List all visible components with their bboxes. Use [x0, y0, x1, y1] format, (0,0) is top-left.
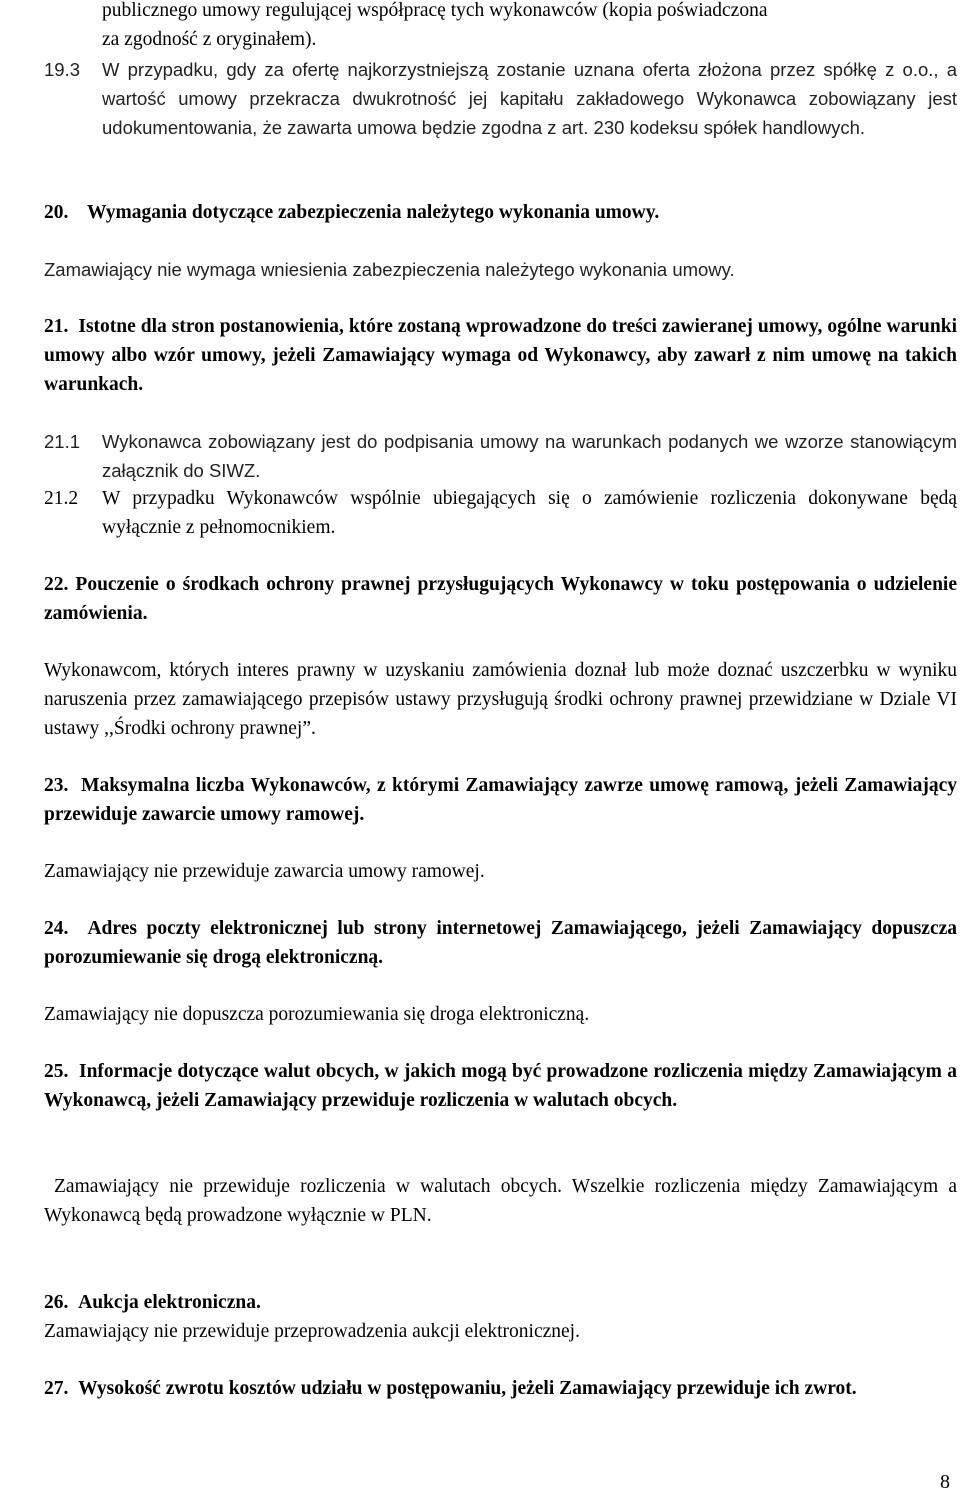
continuation-line [102, 0, 957, 54]
page-number: 8 [940, 1471, 950, 1493]
section-heading [44, 1288, 957, 1317]
section-heading-text: Istotne dla stron postanowienia, które zostaną wprowadzone do treści zawieranej umowy, ogólne warunki umowy albo wzór umowy, jeżeli Zamawiający wymaga od Wykonawcy, aby zawarł z nim umowę na takich warunkach. [44, 316, 957, 395]
section-heading [44, 312, 957, 399]
section-body: Zamawiający nie wymaga wniesienia zabezpieczenia należytego wykonania umowy. [44, 259, 735, 280]
text-line: za zgodność z oryginałem). [102, 29, 317, 50]
text-line: publicznego umowy regulującej współpracę tych wykonawców (kopia poświadczona [102, 0, 768, 21]
section-number: 24. [44, 918, 69, 939]
section-number: 27. [44, 1378, 69, 1399]
paragraph-number: 19.3 [44, 59, 81, 80]
subsection-text: Wykonawca zobowiązany jest do podpisania umowy na warunkach podanych we wzorze stanowiącym załącznik do SIWZ. [102, 431, 957, 481]
section-heading [44, 1374, 957, 1403]
section-heading [44, 914, 957, 972]
section-body: Zamawiający nie dopuszcza porozumiewania się droga elektroniczną. [44, 1004, 590, 1025]
section-heading-text: Wysokość zwrotu kosztów udziału w postępowaniu, jeżeli Zamawiający przewiduje ich zwrot. [78, 1378, 857, 1399]
section-number: 26. [44, 1292, 69, 1313]
subsection-number: 21.1 [44, 431, 81, 452]
section-heading-text: Adres poczty elektronicznej lub strony internetowej Zamawiającego, jeżeli Zamawiający dopuszcza porozumiewanie się drogą elektroniczną. [44, 918, 957, 968]
section-body: Zamawiający nie przewiduje przeprowadzenia aukcji elektronicznej. [44, 1321, 580, 1342]
section-number: 20. [44, 202, 69, 223]
section-heading: Wymagania dotyczące zabezpieczenia należytego wykonania umowy. [87, 202, 660, 223]
section-number: 22. [44, 574, 69, 595]
subsection-text: W przypadku Wykonawców wspólnie ubiegających się o zamówienie rozliczenia dokonywane będą wyłącznie z pełnomocnikiem. [102, 488, 957, 538]
section-heading [44, 570, 957, 628]
section-number: 21. [44, 316, 69, 337]
paragraph-19-3: W przypadku, gdy za ofertę najkorzystniejszą zostanie uznana oferta złożona przez spółkę z o.o., a wartość umowy przekracza dwukrotność jej kapitału zakładowego Wykonawca zobowiązany jest udokumentowania, że zawarta umowa będzie zgodna z art. 230 kodeksu spółek handlowych. [102, 59, 957, 138]
section-heading-text: Maksymalna liczba Wykonawców, z którymi Zamawiający zawrze umowę ramową, jeżeli Zamawiający przewiduje zawarcie umowy ramowej. [44, 775, 958, 825]
section-body: Zamawiający nie przewiduje rozliczenia w walutach obcych. Wszelkie rozliczenia między Zamawiającym a Wykonawcą będą prowadzone wyłącznie w PLN. [44, 1176, 957, 1226]
section-heading [44, 1057, 957, 1115]
section-heading [44, 771, 957, 829]
section-heading-text: Informacje dotyczące walut obcych, w jakich mogą być prowadzone rozliczenia między Zamawiającym a Wykonawcą, jeżeli Zamawiający przewiduje rozliczenia w walutach obcych. [44, 1061, 957, 1111]
section-number: 23. [44, 775, 69, 796]
subsection-number: 21.2 [44, 488, 79, 509]
section-body: Wykonawcom, których interes prawny w uzyskaniu zamówienia doznał lub może doznać uszczerbku w wyniku naruszenia przez zamawiającego przepisów ustawy przysługują środki ochrony prawnej przewidziane w Dziale VI ustawy ,,Środki ochrony prawnej”. [44, 660, 957, 739]
section-body: Zamawiający nie przewiduje zawarcia umowy ramowej. [44, 861, 485, 882]
section-heading-text: Aukcja elektroniczna. [78, 1292, 261, 1313]
section-heading-text: Pouczenie o środkach ochrony prawnej przysługujących Wykonawcy w toku postępowania o udzielenie zamówienia. [44, 574, 957, 624]
section-number: 25. [44, 1061, 69, 1082]
